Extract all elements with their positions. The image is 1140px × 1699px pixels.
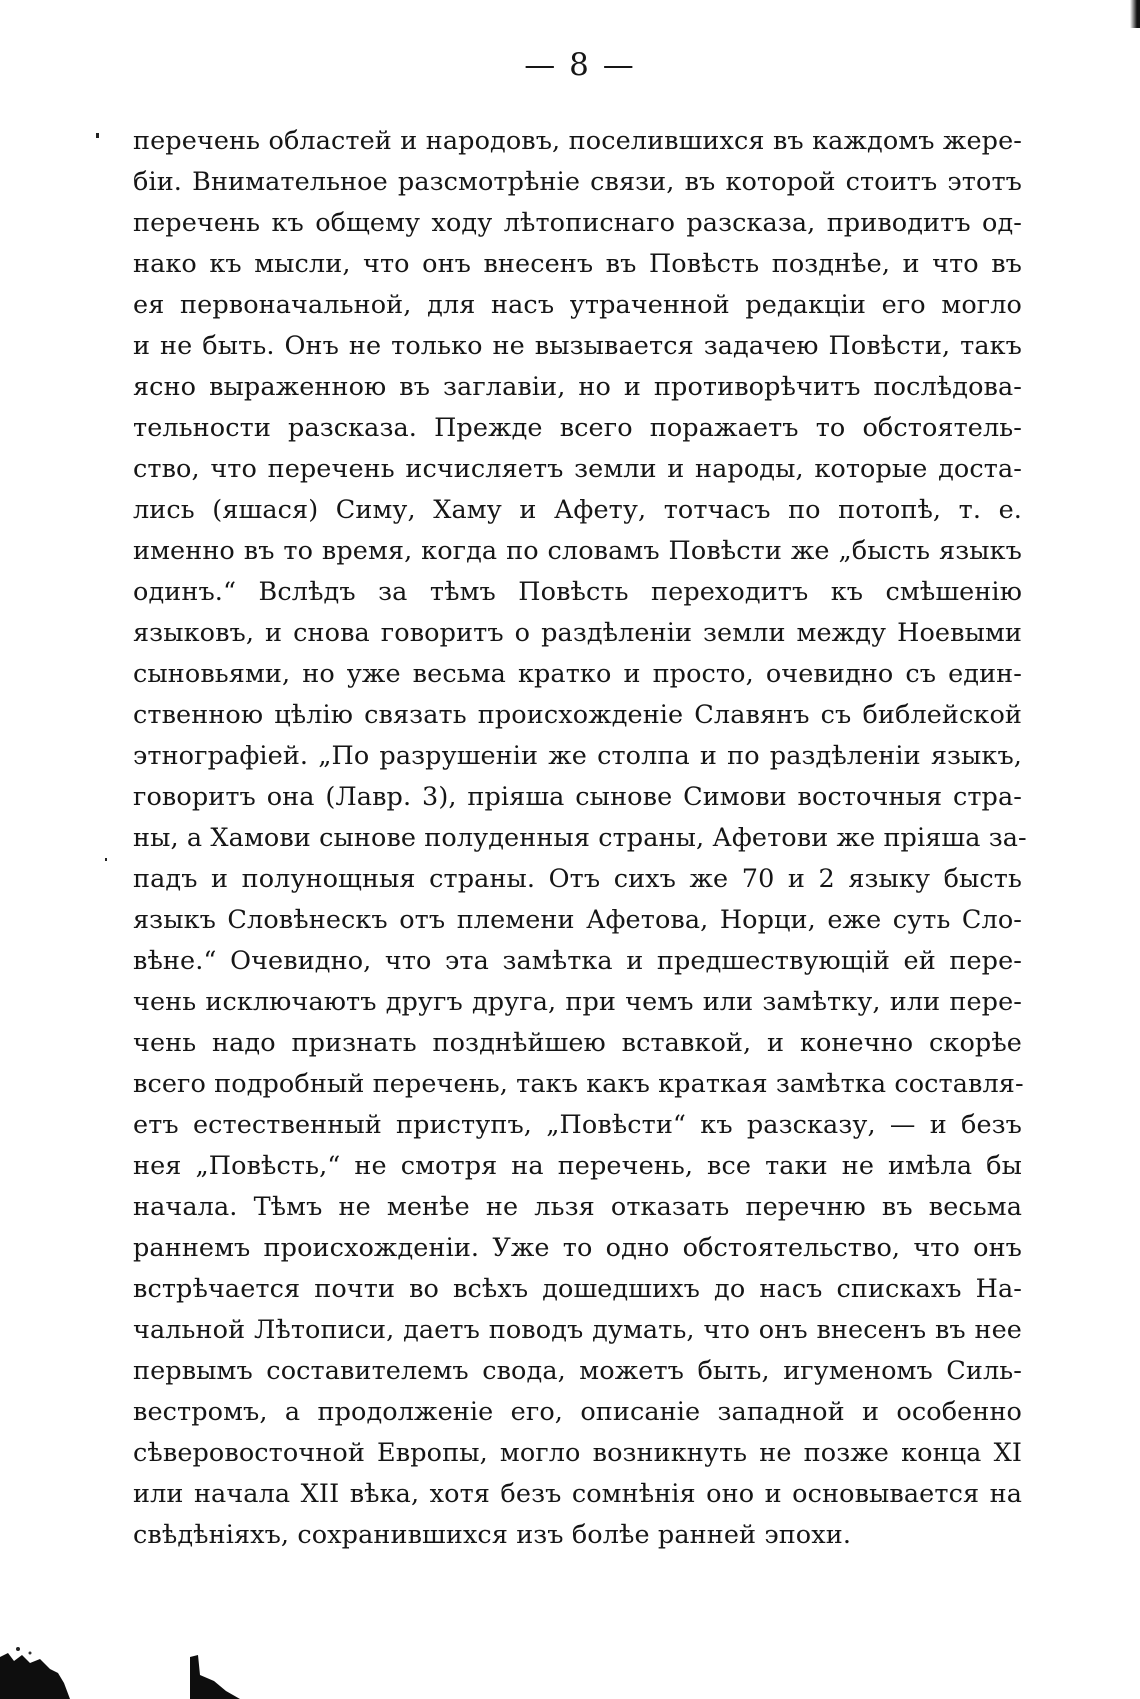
text-line: перечень къ общему ходу лѣтописнаго разсказа, приводитъ од- (133, 208, 1022, 238)
text-line: раннемъ происхожденіи. Уже то одно обстоятельство, что онъ (133, 1233, 1022, 1263)
text-line: падъ и полунощныя страны. Отъ сихъ же 70 и 2 языку бысть (133, 864, 1022, 894)
text-line: сѣверовосточной Европы, могло возникнуть не позже конца XI (133, 1438, 1022, 1468)
text-line: тельности разсказа. Прежде всего поражаетъ то обстоятель- (133, 413, 1022, 443)
text-line: біи. Внимательное разсмотрѣніе связи, въ которой стоитъ этотъ (133, 167, 1022, 197)
text-line: нея „Повѣсть,“ не смотря на перечень, все таки не имѣла бы (133, 1151, 1022, 1181)
text-line: етъ естественный приступъ, „Повѣсти“ къ разсказу, — и безъ (133, 1110, 1022, 1140)
text-line: свѣдѣніяхъ, сохранившихся изъ болѣе ранней эпохи. (133, 1520, 852, 1550)
text-line: лись (яшася) Симу, Хаму и Афету, тотчасъ по потопѣ, т. е. (133, 495, 1022, 525)
text-line: всего подробный перечень, такъ какъ краткая замѣтка составля- (133, 1069, 1024, 1099)
text-line: или начала XII вѣка, хотя безъ сомнѣнія оно и основывается на (133, 1479, 1022, 1509)
text-line: ея первоначальной, для насъ утраченной редакціи его могло (133, 290, 1022, 320)
scan-speck (105, 858, 107, 861)
text-line: говоритъ она (Лавр. 3), пріяша сынове Симови восточныя стра- (133, 782, 1022, 812)
text-line: встрѣчается почти во всѣхъ дошедшихъ до насъ спискахъ На- (133, 1274, 1022, 1304)
scan-edge-mark (1130, 0, 1140, 28)
text-line: перечень областей и народовъ, поселившихся въ каждомъ жере- (133, 126, 1022, 156)
scan-speck (96, 133, 99, 138)
text-line: ственною цѣлію связать происхожденіе Славянъ съ библейской (133, 700, 1022, 730)
page-number: — 8 — (524, 47, 636, 83)
text-line: одинъ.“ Вслѣдъ за тѣмъ Повѣсть переходитъ къ смѣшенію (133, 577, 1022, 607)
text-line: этнографіей. „По разрушеніи же столпа и по раздѣленіи языкъ, (133, 741, 1022, 771)
text-line: ны, а Хамови сынове полуденныя страны, Афетови же пріяша за- (133, 823, 1027, 853)
text-line: языкъ Словѣнескъ отъ племени Афетова, Норци, еже суть Сло- (133, 905, 1022, 935)
text-line: ясно выраженною въ заглавіи, но и противорѣчитъ послѣдова- (133, 372, 1022, 402)
text-line: вестромъ, а продолженіе его, описаніе западной и особенно (133, 1397, 1022, 1427)
text-line: первымъ составителемъ свода, можетъ быть, игуменомъ Силь- (133, 1356, 1022, 1386)
body-text (133, 121, 1027, 1556)
text-line: начала. Тѣмъ не менѣе не льзя отказать перечню въ весьма (133, 1192, 1022, 1222)
scan-ink-blot (0, 1639, 70, 1699)
text-line: ство, что перечень исчисляетъ земли и народы, которые доста- (133, 454, 1022, 484)
text-line: именно въ то время, когда по словамъ Повѣсти же „бысть языкъ (133, 536, 1022, 566)
text-line: нако къ мысли, что онъ внесенъ въ Повѣсть позднѣе, и что въ (133, 249, 1022, 279)
text-line: чальной Лѣтописи, даетъ поводъ думать, что онъ внесенъ въ нее (133, 1315, 1022, 1345)
text-line: чень исключаютъ другъ друга, при чемъ или замѣтку, или пере- (133, 987, 1022, 1017)
scan-ink-mark (188, 1647, 240, 1699)
text-line: сыновьями, но уже весьма кратко и просто, очевидно съ един- (133, 659, 1022, 689)
text-line: вѣне.“ Очевидно, что эта замѣтка и предшествующій ей пере- (133, 946, 1022, 976)
text-line: чень надо признать позднѣйшею вставкой, и конечно скорѣе (133, 1028, 1022, 1058)
text-line: и не быть. Онъ не только не вызывается задачею Повѣсти, такъ (133, 331, 1022, 361)
text-line: языковъ, и снова говоритъ о раздѣленіи земли между Ноевыми (133, 618, 1022, 648)
